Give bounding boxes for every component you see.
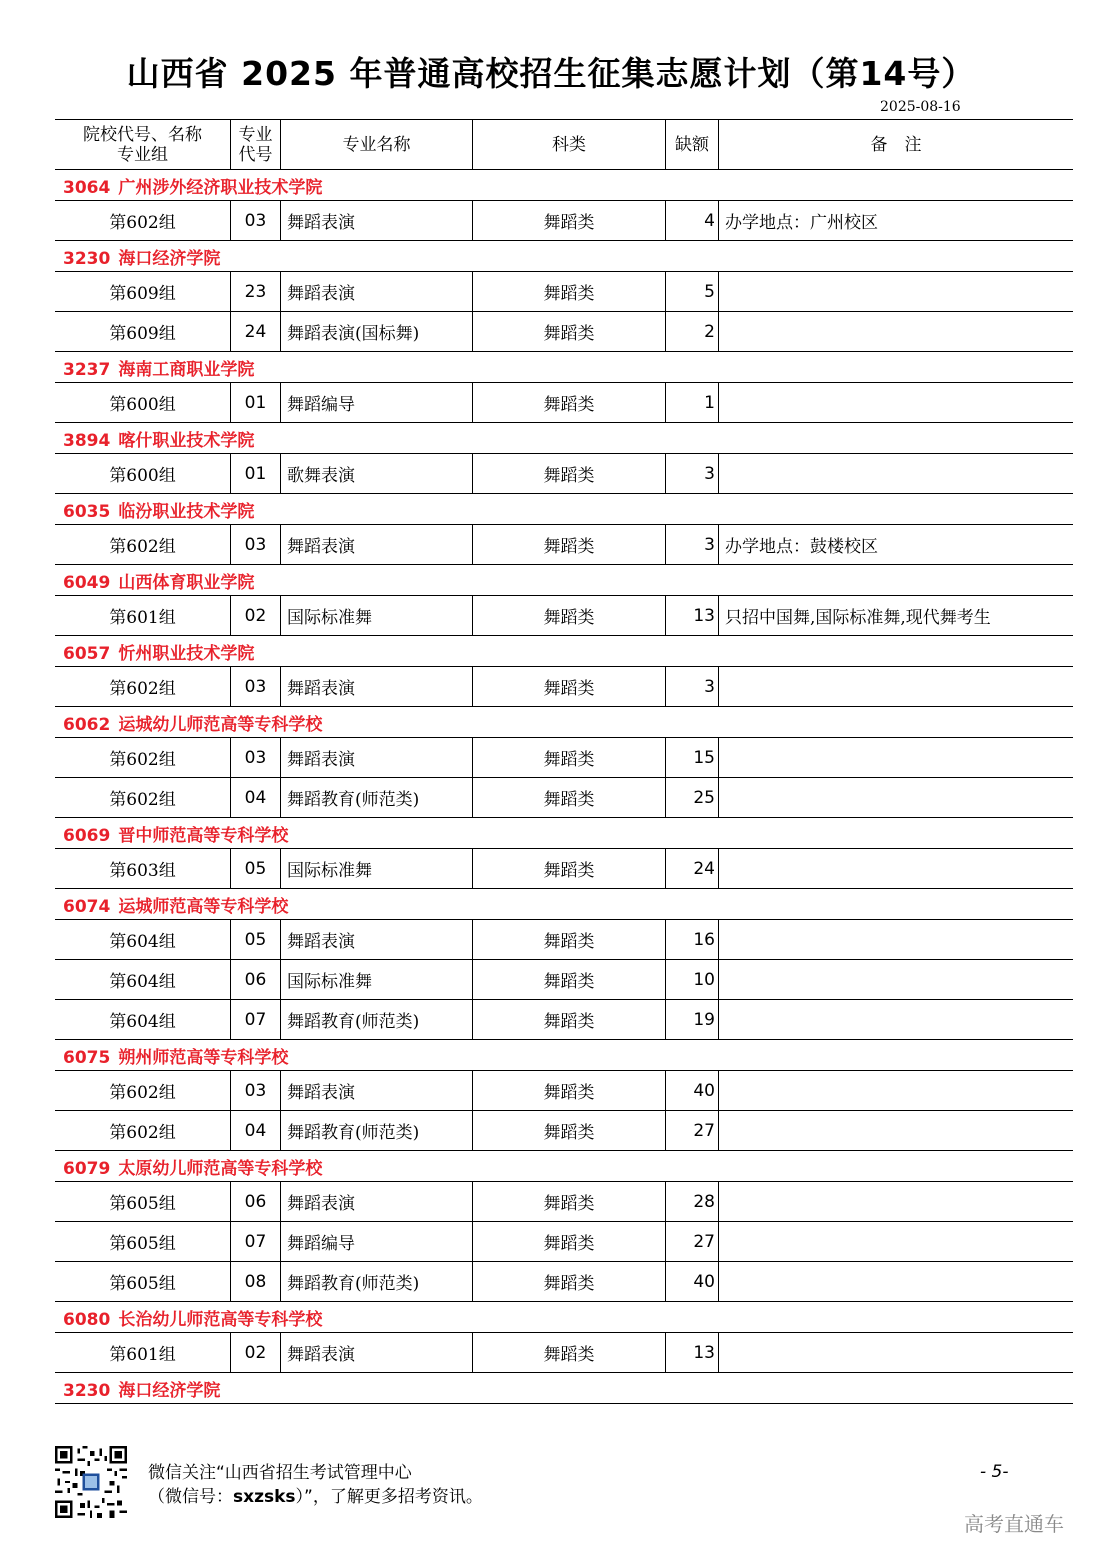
major-name-cell: 舞蹈教育(师范类) [281, 778, 473, 817]
major-code-cell: 01 [231, 383, 281, 422]
major-code-cell: 02 [231, 596, 281, 635]
major-code-cell: 24 [231, 312, 281, 351]
table-row [55, 778, 1073, 818]
major-group-cell: 第602组 [55, 738, 231, 777]
table-row [55, 849, 1073, 889]
school-code: 6069 [63, 825, 111, 846]
table-row [55, 312, 1073, 352]
school-code: 3230 [63, 1380, 111, 1401]
major-group-cell: 第605组 [55, 1222, 231, 1261]
footer-line1: 微信关注“山西省招生考试管理中心 [148, 1463, 412, 1483]
category-cell: 舞蹈类 [473, 596, 666, 635]
major-name-cell: 舞蹈表演 [281, 920, 473, 959]
vacancy-cell: 13 [666, 1333, 719, 1372]
table-row [55, 1111, 1073, 1151]
school-name [55, 355, 254, 380]
school-row [55, 1302, 1073, 1333]
school-code: 6062 [63, 714, 111, 735]
school-code: 6057 [63, 643, 111, 664]
note-cell [719, 383, 1073, 422]
category-cell: 舞蹈类 [473, 272, 666, 311]
major-name-cell: 舞蹈教育(师范类) [281, 1262, 473, 1301]
vacancy-cell: 13 [666, 596, 719, 635]
vacancy-cell: 19 [666, 1000, 719, 1039]
major-code-cell: 06 [231, 960, 281, 999]
table-header [55, 119, 1073, 170]
major-group-cell: 第601组 [55, 1333, 231, 1372]
major-name-cell: 国际标准舞 [281, 596, 473, 635]
note-cell [719, 272, 1073, 311]
vacancy-cell: 27 [666, 1111, 719, 1150]
category-cell: 舞蹈类 [473, 1262, 666, 1301]
school-row [55, 707, 1073, 738]
enrollment-table [55, 119, 1073, 1404]
school-name [55, 821, 288, 846]
category-cell: 舞蹈类 [473, 201, 666, 240]
major-name-cell: 舞蹈表演 [281, 1182, 473, 1221]
major-group-cell: 第604组 [55, 960, 231, 999]
school-title: 广州涉外经济职业技术学院 [118, 177, 323, 198]
school-name [55, 710, 322, 735]
table-body [55, 170, 1073, 1404]
table-row [55, 1000, 1073, 1040]
major-name-cell: 国际标准舞 [281, 960, 473, 999]
major-code-cell: 03 [231, 525, 281, 564]
footer-wechat-note [148, 1461, 483, 1509]
major-code-cell: 07 [231, 1000, 281, 1039]
major-group-cell: 第609组 [55, 272, 231, 311]
category-cell: 舞蹈类 [473, 778, 666, 817]
note-cell [719, 667, 1073, 706]
major-code-cell: 07 [231, 1222, 281, 1261]
vacancy-cell: 25 [666, 778, 719, 817]
major-group-cell: 第600组 [55, 383, 231, 422]
note-cell: 办学地点：广州校区 [725, 213, 878, 233]
table-row [55, 272, 1073, 312]
school-name [55, 639, 254, 664]
school-row [55, 241, 1073, 272]
table-row [55, 525, 1073, 565]
school-code: 3230 [63, 248, 111, 269]
major-group-cell: 第605组 [55, 1182, 231, 1221]
note-cell [719, 960, 1073, 999]
school-title: 忻州职业技术学院 [118, 643, 255, 664]
major-name-cell: 舞蹈表演 [281, 667, 473, 706]
major-code-cell: 03 [231, 201, 281, 240]
school-code: 6035 [63, 501, 111, 522]
major-code-cell: 03 [231, 667, 281, 706]
vacancy-cell: 40 [666, 1071, 719, 1110]
wechat-id: sxzsks [233, 1487, 296, 1507]
school-title: 运城师范高等专科学校 [118, 896, 289, 917]
major-name-cell: 舞蹈表演(国标舞) [281, 312, 473, 351]
note-cell [719, 454, 1073, 493]
major-group-cell: 第602组 [55, 201, 231, 240]
school-name [55, 1154, 322, 1179]
major-name-cell: 舞蹈编导 [281, 383, 473, 422]
major-code-cell: 02 [231, 1333, 281, 1372]
category-cell: 舞蹈类 [473, 1333, 666, 1372]
category-cell: 舞蹈类 [473, 849, 666, 888]
major-code-cell: 01 [231, 454, 281, 493]
school-code: 6075 [63, 1047, 111, 1068]
note-cell: 只招中国舞,国际标准舞,现代舞考生 [725, 608, 991, 628]
header-category: 科类 [473, 120, 666, 169]
table-row [55, 1222, 1073, 1262]
major-name-cell: 舞蹈表演 [281, 272, 473, 311]
school-row [55, 1373, 1073, 1404]
vacancy-cell: 40 [666, 1262, 719, 1301]
major-name-cell: 舞蹈教育(师范类) [281, 1000, 473, 1039]
category-cell: 舞蹈类 [473, 1182, 666, 1221]
table-row [55, 1262, 1073, 1302]
major-code-cell: 04 [231, 1111, 281, 1150]
document-title: 山西省 2025 年普通高校招生征集志愿计划（第14号） [126, 54, 976, 93]
note-cell [719, 778, 1073, 817]
note-cell [719, 1000, 1073, 1039]
major-group-cell: 第602组 [55, 667, 231, 706]
note-cell [719, 738, 1073, 777]
table-row [55, 201, 1073, 241]
note-cell [719, 312, 1073, 351]
school-code: 6080 [63, 1309, 111, 1330]
table-row [55, 383, 1073, 423]
header-vacancy: 缺额 [666, 120, 719, 169]
major-name-cell: 舞蹈编导 [281, 1222, 473, 1261]
table-row [55, 1333, 1073, 1373]
school-row [55, 494, 1073, 525]
major-name-cell: 歌舞表演 [281, 454, 473, 493]
category-cell: 舞蹈类 [473, 454, 666, 493]
major-group-cell: 第602组 [55, 525, 231, 564]
major-code-cell: 03 [231, 738, 281, 777]
school-name [55, 568, 254, 593]
major-name-cell: 舞蹈教育(师范类) [281, 1111, 473, 1150]
major-name-cell: 舞蹈表演 [281, 1333, 473, 1372]
school-row [55, 889, 1073, 920]
category-cell: 舞蹈类 [473, 738, 666, 777]
major-group-cell: 第602组 [55, 1111, 231, 1150]
major-code-cell: 04 [231, 778, 281, 817]
school-code: 3237 [63, 359, 111, 380]
vacancy-cell: 2 [666, 312, 719, 351]
note-cell [719, 849, 1073, 888]
note-cell [719, 1111, 1073, 1150]
note-cell [719, 1262, 1073, 1301]
school-title: 海口经济学院 [118, 1380, 221, 1401]
major-code-cell: 05 [231, 849, 281, 888]
school-title: 山西体育职业学院 [118, 572, 255, 593]
table-row [55, 960, 1073, 1000]
school-name [55, 244, 220, 269]
school-name [55, 1305, 322, 1330]
header-major-code: 专业 代号 [231, 120, 281, 169]
major-name-cell: 舞蹈表演 [281, 738, 473, 777]
school-row [55, 352, 1073, 383]
school-row [55, 818, 1073, 849]
note-cell [719, 1071, 1073, 1110]
category-cell: 舞蹈类 [473, 312, 666, 351]
note-cell [719, 1182, 1073, 1221]
school-title: 海口经济学院 [118, 248, 221, 269]
vacancy-cell: 5 [666, 272, 719, 311]
major-name-cell: 舞蹈表演 [281, 1071, 473, 1110]
school-code: 3894 [63, 430, 111, 451]
school-name [55, 1376, 220, 1401]
table-row [55, 667, 1073, 707]
qr-code-icon [55, 1446, 127, 1518]
major-group-cell: 第604组 [55, 920, 231, 959]
category-cell: 舞蹈类 [473, 920, 666, 959]
table-row [55, 1182, 1073, 1222]
school-name [55, 1043, 288, 1068]
school-title: 海南工商职业学院 [118, 359, 255, 380]
school-title: 喀什职业技术学院 [118, 430, 255, 451]
major-group-cell: 第601组 [55, 596, 231, 635]
school-title: 长治幼儿师范高等专科学校 [118, 1309, 323, 1330]
vacancy-cell: 16 [666, 920, 719, 959]
school-code: 6049 [63, 572, 111, 593]
school-code: 6074 [63, 896, 111, 917]
category-cell: 舞蹈类 [473, 1222, 666, 1261]
note-cell [719, 920, 1073, 959]
major-group-cell: 第602组 [55, 1071, 231, 1110]
school-name [55, 173, 322, 198]
school-title: 运城幼儿师范高等专科学校 [118, 714, 323, 735]
footer-line2: （微信号：sxzsks）”，了解更多招考资讯。 [148, 1487, 483, 1507]
category-cell: 舞蹈类 [473, 1000, 666, 1039]
vacancy-cell: 1 [666, 383, 719, 422]
major-name-cell: 舞蹈表演 [281, 201, 473, 240]
school-name [55, 497, 254, 522]
vacancy-cell: 3 [666, 667, 719, 706]
school-title: 朔州师范高等专科学校 [118, 1047, 289, 1068]
school-row [55, 565, 1073, 596]
school-row [55, 636, 1073, 667]
note-cell: 办学地点：鼓楼校区 [725, 537, 878, 557]
major-group-cell: 第605组 [55, 1262, 231, 1301]
table-row [55, 1071, 1073, 1111]
school-title: 晋中师范高等专科学校 [118, 825, 289, 846]
category-cell: 舞蹈类 [473, 667, 666, 706]
major-name-cell: 舞蹈表演 [281, 525, 473, 564]
note-cell [719, 1222, 1073, 1261]
category-cell: 舞蹈类 [473, 1111, 666, 1150]
major-code-cell: 06 [231, 1182, 281, 1221]
category-cell: 舞蹈类 [473, 960, 666, 999]
school-title: 太原幼儿师范高等专科学校 [118, 1158, 323, 1179]
vacancy-cell: 27 [666, 1222, 719, 1261]
major-group-cell: 第603组 [55, 849, 231, 888]
school-row [55, 170, 1073, 201]
vacancy-cell: 24 [666, 849, 719, 888]
vacancy-cell: 4 [666, 201, 719, 240]
vacancy-cell: 28 [666, 1182, 719, 1221]
header-note: 备 注 [870, 134, 922, 155]
vacancy-cell: 15 [666, 738, 719, 777]
school-row [55, 423, 1073, 454]
note-cell [719, 1333, 1073, 1372]
table-row [55, 738, 1073, 778]
vacancy-cell: 3 [666, 525, 719, 564]
major-group-cell: 第602组 [55, 778, 231, 817]
major-code-cell: 08 [231, 1262, 281, 1301]
school-row [55, 1151, 1073, 1182]
header-school-group: 院校代号、名称 专业组 [55, 120, 231, 169]
header-major-name: 专业名称 [281, 120, 473, 169]
page-number: - 5- [980, 1462, 1009, 1482]
major-group-cell: 第609组 [55, 312, 231, 351]
major-group-cell: 第600组 [55, 454, 231, 493]
table-row [55, 454, 1073, 494]
vacancy-cell: 3 [666, 454, 719, 493]
category-cell: 舞蹈类 [473, 1071, 666, 1110]
table-row [55, 596, 1073, 636]
category-cell: 舞蹈类 [473, 525, 666, 564]
school-name [55, 892, 288, 917]
major-code-cell: 23 [231, 272, 281, 311]
category-cell: 舞蹈类 [473, 383, 666, 422]
major-name-cell: 国际标准舞 [281, 849, 473, 888]
table-row [55, 920, 1073, 960]
school-code: 3064 [63, 177, 111, 198]
school-title: 临汾职业技术学院 [118, 501, 255, 522]
major-code-cell: 03 [231, 1071, 281, 1110]
document-date: 2025-08-16 [880, 99, 961, 115]
school-code: 6079 [63, 1158, 111, 1179]
vacancy-cell: 10 [666, 960, 719, 999]
school-row [55, 1040, 1073, 1071]
major-code-cell: 05 [231, 920, 281, 959]
school-name [55, 426, 254, 451]
watermark-text: 高考直通车 [964, 1512, 1064, 1536]
major-group-cell: 第604组 [55, 1000, 231, 1039]
